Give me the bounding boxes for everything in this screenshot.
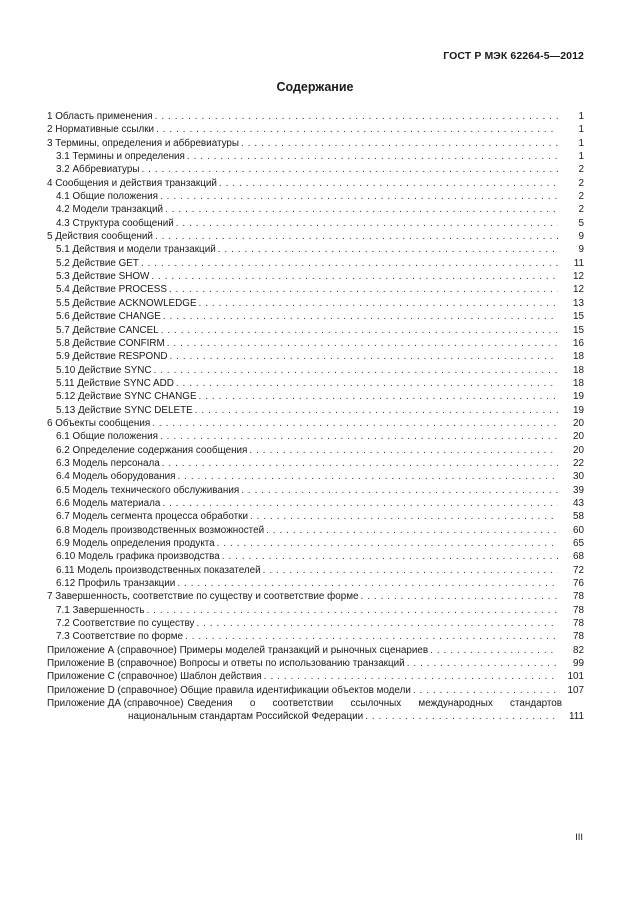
toc-entry-label: 2 Нормативные ссылки bbox=[47, 124, 155, 136]
toc-leader-dots bbox=[162, 457, 558, 470]
toc-entry-page: 58 bbox=[573, 511, 584, 523]
toc-entry-page: 76 bbox=[573, 578, 584, 590]
toc-entry-label: 6.10 Модель графика производства bbox=[56, 551, 220, 563]
toc-leader-dots bbox=[365, 710, 558, 723]
toc-leader-dots bbox=[167, 337, 558, 350]
toc-entry-page: 20 bbox=[573, 444, 584, 456]
toc-entry-label: 3 Термины, определения и аббревиатуры bbox=[47, 137, 240, 149]
toc-entry-page: 15 bbox=[573, 324, 584, 336]
toc-entry-label: 4.1 Общие положения bbox=[56, 191, 158, 203]
toc-entry-label: 4 Сообщения и действия транзакций bbox=[47, 177, 217, 189]
page-number: III bbox=[575, 832, 583, 843]
toc-entry-page: 16 bbox=[573, 337, 584, 349]
toc-entry-page: 5 bbox=[578, 217, 584, 229]
toc-entry[interactable] bbox=[47, 417, 584, 430]
toc-leader-dots bbox=[264, 670, 558, 683]
toc-entry[interactable] bbox=[47, 310, 584, 323]
toc-leader-dots bbox=[177, 577, 558, 590]
toc-entry-label: Приложение А (справочное) Примеры моделей транзакций и рыночных сценариев bbox=[47, 644, 429, 656]
toc-entry[interactable] bbox=[47, 630, 584, 643]
toc-leader-dots bbox=[161, 324, 558, 337]
toc-entry-label: 1 Область применения bbox=[47, 111, 153, 122]
toc-leader-dots bbox=[169, 283, 558, 296]
toc-leader-dots bbox=[249, 444, 558, 457]
toc-entry[interactable] bbox=[47, 177, 584, 190]
toc-leader-dots bbox=[199, 297, 558, 310]
toc-leader-dots bbox=[361, 590, 558, 603]
toc-entry-page: 2 bbox=[578, 191, 584, 203]
toc-leader-dots bbox=[196, 617, 558, 630]
toc-entry-annex-da[interactable] bbox=[47, 697, 584, 724]
toc-entry[interactable] bbox=[47, 684, 584, 697]
toc-entry[interactable] bbox=[47, 243, 584, 256]
toc-entry-page: 20 bbox=[573, 417, 584, 429]
toc-entry-label: Приложение В (справочное) Вопросы и ответы по использованию транзакций bbox=[47, 658, 405, 670]
toc-entry-label: 7.3 Соответствие по форме bbox=[56, 631, 184, 643]
toc-entry-page: 43 bbox=[573, 497, 584, 509]
toc-entry[interactable] bbox=[47, 150, 584, 163]
toc-entry[interactable] bbox=[47, 283, 584, 296]
toc-leader-dots bbox=[407, 657, 558, 670]
toc-entry-label: 5.9 Действие RESPOND bbox=[56, 351, 168, 363]
toc-entry-page: 78 bbox=[573, 631, 584, 643]
toc-entry-page: 72 bbox=[573, 564, 584, 576]
toc-entry-page: 22 bbox=[573, 457, 584, 469]
toc-leader-dots bbox=[162, 497, 558, 510]
toc-entry-label: 5.8 Действие CONFIRM bbox=[56, 337, 165, 349]
toc-entry-label: 5.10 Действие SYNC bbox=[56, 364, 152, 376]
toc-entry-page: 60 bbox=[573, 524, 584, 536]
toc-entry-label: 6.11 Модель производственных показателей bbox=[56, 564, 261, 576]
toc-entry-label: 7 Завершенность, соответствие по существу и соответствие форме bbox=[47, 591, 359, 603]
toc-entry[interactable] bbox=[47, 644, 584, 657]
toc-entry[interactable] bbox=[47, 604, 584, 617]
toc-entry[interactable] bbox=[47, 564, 584, 577]
toc-entry-label: Приложение D (справочное) Общие правила идентификации объектов модели bbox=[47, 684, 411, 696]
toc-leader-dots bbox=[141, 257, 558, 270]
toc-leader-dots bbox=[141, 163, 558, 176]
toc-entry-page: 20 bbox=[573, 431, 584, 443]
toc-leader-dots bbox=[176, 377, 558, 390]
toc-entry-label: 6.8 Модель производственных возможностей bbox=[56, 524, 265, 536]
toc-entry[interactable] bbox=[47, 110, 584, 123]
toc-entry[interactable] bbox=[47, 390, 584, 403]
toc-entry[interactable] bbox=[47, 350, 584, 363]
toc-entry-label: Приложение С (справочное) Шаблон действия bbox=[47, 671, 262, 683]
toc-entry-page: 13 bbox=[573, 297, 584, 309]
toc-entry-page: 9 bbox=[578, 231, 584, 243]
toc-entry-page: 30 bbox=[573, 471, 584, 483]
toc-entry[interactable] bbox=[47, 497, 584, 510]
toc-entry-label: 6.12 Профиль транзакции bbox=[56, 578, 176, 590]
toc-entry-page: 12 bbox=[573, 271, 584, 283]
toc-entry[interactable] bbox=[47, 510, 584, 523]
toc-entry[interactable] bbox=[47, 137, 584, 150]
toc-entry[interactable] bbox=[47, 484, 584, 497]
toc-entry-page: 18 bbox=[573, 351, 584, 363]
toc-entry-label: 5.13 Действие SYNC DELETE bbox=[56, 404, 193, 416]
toc-entry[interactable] bbox=[47, 337, 584, 350]
toc-leader-dots bbox=[218, 243, 558, 256]
toc-entry[interactable] bbox=[47, 364, 584, 377]
toc-leader-dots bbox=[165, 203, 558, 216]
toc-entry-label: 6.2 Определение содержания сообщения bbox=[56, 444, 248, 456]
toc-entry-label: 3.1 Термины и определения bbox=[56, 151, 185, 163]
toc-entry[interactable] bbox=[47, 123, 584, 136]
toc-entry-page: 107 bbox=[567, 684, 584, 696]
toc-entry-page: 2 bbox=[578, 164, 584, 176]
toc-entry[interactable] bbox=[47, 324, 584, 337]
toc-entry-page: 111 bbox=[568, 711, 584, 723]
toc-leader-dots bbox=[155, 230, 558, 243]
toc-leader-dots bbox=[176, 217, 558, 230]
toc-entry-page: 78 bbox=[573, 591, 584, 603]
toc-entry[interactable] bbox=[47, 257, 584, 270]
toc-leader-dots bbox=[154, 364, 558, 377]
toc-entry-label: 6.7 Модель сегмента процесса обработки bbox=[56, 511, 248, 523]
toc-leader-dots bbox=[199, 390, 558, 403]
toc-entry[interactable] bbox=[47, 457, 584, 470]
toc-entry-page: 18 bbox=[573, 364, 584, 376]
toc-entry-label: 5 Действия сообщений bbox=[47, 231, 153, 243]
toc-leader-dots bbox=[146, 604, 558, 617]
page-title: Содержание bbox=[276, 80, 354, 94]
toc-entry-page: 1 bbox=[578, 124, 584, 136]
toc-entry[interactable] bbox=[47, 190, 584, 203]
toc-entry-page: 78 bbox=[573, 604, 584, 616]
toc-entry-label: 6.1 Общие положения bbox=[56, 431, 158, 443]
toc-entry-label: 6.4 Модель оборудования bbox=[56, 471, 176, 483]
toc-entry[interactable] bbox=[47, 524, 584, 537]
toc-leader-dots bbox=[163, 310, 558, 323]
toc-entry[interactable] bbox=[47, 537, 584, 550]
toc-leader-dots bbox=[185, 630, 558, 643]
toc-leader-dots bbox=[151, 270, 558, 283]
toc-entry-label: 7.2 Соответствие по существу bbox=[56, 618, 195, 630]
toc-entry[interactable] bbox=[47, 163, 584, 176]
toc-entry-page: 19 bbox=[573, 391, 584, 403]
toc-entry[interactable] bbox=[47, 657, 584, 670]
toc-entry-page: 18 bbox=[573, 377, 584, 389]
toc-entry-page: 11 bbox=[573, 257, 584, 269]
toc-leader-dots bbox=[250, 510, 558, 523]
table-of-contents bbox=[47, 110, 584, 724]
toc-entry-label: 3.2 Аббревиатуры bbox=[56, 164, 140, 176]
toc-entry-label: 5.2 Действие GET bbox=[56, 257, 139, 269]
toc-leader-dots bbox=[413, 684, 558, 697]
toc-entry[interactable] bbox=[47, 550, 584, 563]
toc-entry-label: 5.12 Действие SYNC CHANGE bbox=[56, 391, 197, 403]
toc-leader-dots bbox=[187, 150, 558, 163]
toc-leader-dots bbox=[266, 524, 558, 537]
toc-entry-label-continued: национальным стандартам Российской Федерации bbox=[128, 711, 364, 723]
toc-entry-page: 99 bbox=[573, 658, 584, 670]
toc-entry-page: 15 bbox=[573, 311, 584, 323]
toc-entry-label: Сведения о соответствии ссылочных международных стандартов bbox=[187, 698, 562, 710]
toc-entry-page: 1 bbox=[578, 111, 584, 122]
toc-entry[interactable] bbox=[47, 404, 584, 417]
toc-entry-page: 65 bbox=[573, 538, 584, 549]
toc-entry[interactable] bbox=[47, 377, 584, 390]
toc-entry-label: 5.11 Действие SYNC ADD bbox=[56, 377, 174, 389]
toc-entry[interactable] bbox=[47, 217, 584, 230]
toc-leader-dots bbox=[241, 137, 558, 150]
toc-entry-label: 6.3 Модель персонала bbox=[56, 457, 160, 469]
toc-entry-prefix: Приложение ДА (справочное) bbox=[47, 698, 184, 710]
toc-entry-label: 6.5 Модель технического обслуживания bbox=[56, 484, 240, 496]
toc-entry-page: 12 bbox=[573, 284, 584, 296]
toc-leader-dots bbox=[178, 470, 559, 483]
toc-leader-dots bbox=[152, 417, 558, 430]
toc-entry-label: 5.6 Действие CHANGE bbox=[56, 311, 161, 323]
toc-entry-label: 6 Объекты сообщения bbox=[47, 417, 151, 429]
toc-leader-dots bbox=[156, 123, 558, 136]
toc-entry-label: 5.3 Действие SHOW bbox=[56, 271, 150, 283]
toc-leader-dots bbox=[195, 404, 558, 417]
toc-leader-dots bbox=[430, 644, 558, 657]
toc-entry[interactable] bbox=[47, 670, 584, 683]
toc-leader-dots bbox=[219, 177, 558, 190]
toc-entry-label: 5.5 Действие ACKNOWLEDGE bbox=[56, 297, 197, 309]
toc-entry[interactable] bbox=[47, 230, 584, 243]
toc-entry-label: 5.7 Действие CANCEL bbox=[56, 324, 159, 336]
toc-entry-page: 39 bbox=[573, 484, 584, 496]
toc-leader-dots bbox=[222, 550, 558, 563]
toc-leader-dots bbox=[217, 537, 558, 550]
document-header: ГОСТ Р МЭК 62264-5—2012 bbox=[443, 50, 584, 62]
toc-leader-dots bbox=[160, 190, 558, 203]
toc-entry[interactable] bbox=[47, 203, 584, 216]
toc-entry-label: 6.6 Модель материала bbox=[56, 497, 161, 509]
toc-entry[interactable] bbox=[47, 430, 584, 443]
toc-leader-dots bbox=[155, 110, 558, 123]
toc-entry[interactable] bbox=[47, 590, 584, 603]
toc-leader-dots bbox=[169, 350, 558, 363]
toc-entry-page: 2 bbox=[578, 204, 584, 216]
toc-entry-label: 6.9 Модель определения продукта bbox=[56, 538, 215, 549]
toc-entry[interactable] bbox=[47, 297, 584, 310]
toc-entry-page: 82 bbox=[573, 644, 584, 656]
toc-entry-label: 7.1 Завершенность bbox=[56, 604, 145, 616]
toc-entry-page: 9 bbox=[578, 244, 584, 256]
toc-entry-label: 4.2 Модели транзакций bbox=[56, 204, 164, 216]
toc-leader-dots bbox=[241, 484, 558, 497]
toc-entry-page: 1 bbox=[578, 151, 584, 163]
toc-entry-page: 1 bbox=[578, 137, 584, 149]
toc-entry-label: 5.4 Действие PROCESS bbox=[56, 284, 167, 296]
toc-entry[interactable] bbox=[47, 617, 584, 630]
toc-entry[interactable] bbox=[47, 470, 584, 483]
toc-leader-dots bbox=[160, 430, 558, 443]
toc-entry-page: 78 bbox=[573, 618, 584, 630]
toc-entry-page: 2 bbox=[578, 177, 584, 189]
toc-entry-page: 101 bbox=[567, 671, 584, 683]
toc-leader-dots bbox=[263, 564, 558, 577]
toc-entry-label: 4.3 Структура сообщений bbox=[56, 217, 174, 229]
toc-entry-page: 68 bbox=[573, 551, 584, 563]
toc-entry-page: 19 bbox=[573, 404, 584, 416]
toc-entry[interactable] bbox=[47, 270, 584, 283]
toc-entry[interactable] bbox=[47, 444, 584, 457]
toc-entry-label: 5.1 Действия и модели транзакций bbox=[56, 244, 216, 256]
toc-entry[interactable] bbox=[47, 577, 584, 590]
